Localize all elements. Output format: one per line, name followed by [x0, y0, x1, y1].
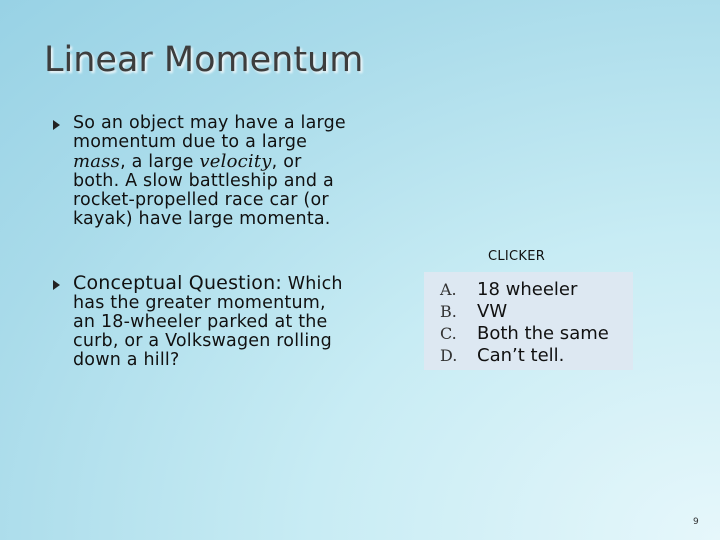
- clicker-label: CLICKER: [488, 249, 546, 264]
- answer-letter: C.: [440, 323, 457, 343]
- bullet-text: [73, 114, 353, 229]
- question-text: Which has the greater momentum, an 18-wheeler parked at the curb, or a Volkswagen rolling down a hill?: [73, 274, 343, 370]
- answer-option-a: [440, 278, 633, 300]
- slide-title: Linear Momentum: [44, 40, 364, 80]
- answer-text: Can’t tell.: [477, 344, 565, 366]
- bullet1-text-part2: , a large: [120, 152, 200, 172]
- answer-option-d: [440, 344, 633, 366]
- conceptual-question-term: Conceptual Question:: [73, 272, 282, 294]
- bullet1-text-part1: So an object may have a large momentum due to a large: [73, 113, 346, 152]
- bullet1-text-part3: , or both. A slow battleship and a rocket-propelled race car (or kayak) have large momenta.: [73, 152, 334, 229]
- answer-letter: D.: [440, 345, 458, 365]
- bullet-conceptual-question: [53, 274, 353, 370]
- bullet-arrow-icon: [53, 280, 60, 290]
- page-number: 9: [693, 517, 699, 527]
- bullet-arrow-icon: [53, 120, 60, 130]
- answer-option-b: [440, 300, 633, 322]
- velocity-emphasis: velocity: [199, 151, 272, 172]
- answer-text: Both the same: [477, 322, 609, 344]
- answer-letter: B.: [440, 301, 457, 321]
- answer-letter: A.: [440, 279, 457, 299]
- bullet-text: [73, 274, 353, 370]
- mass-emphasis: mass: [73, 151, 121, 172]
- bullet-momentum-explanation: [53, 114, 353, 229]
- answer-text: 18 wheeler: [477, 278, 578, 300]
- answer-choices-box: [424, 272, 633, 370]
- answer-option-c: [440, 322, 633, 344]
- answer-text: VW: [477, 300, 508, 322]
